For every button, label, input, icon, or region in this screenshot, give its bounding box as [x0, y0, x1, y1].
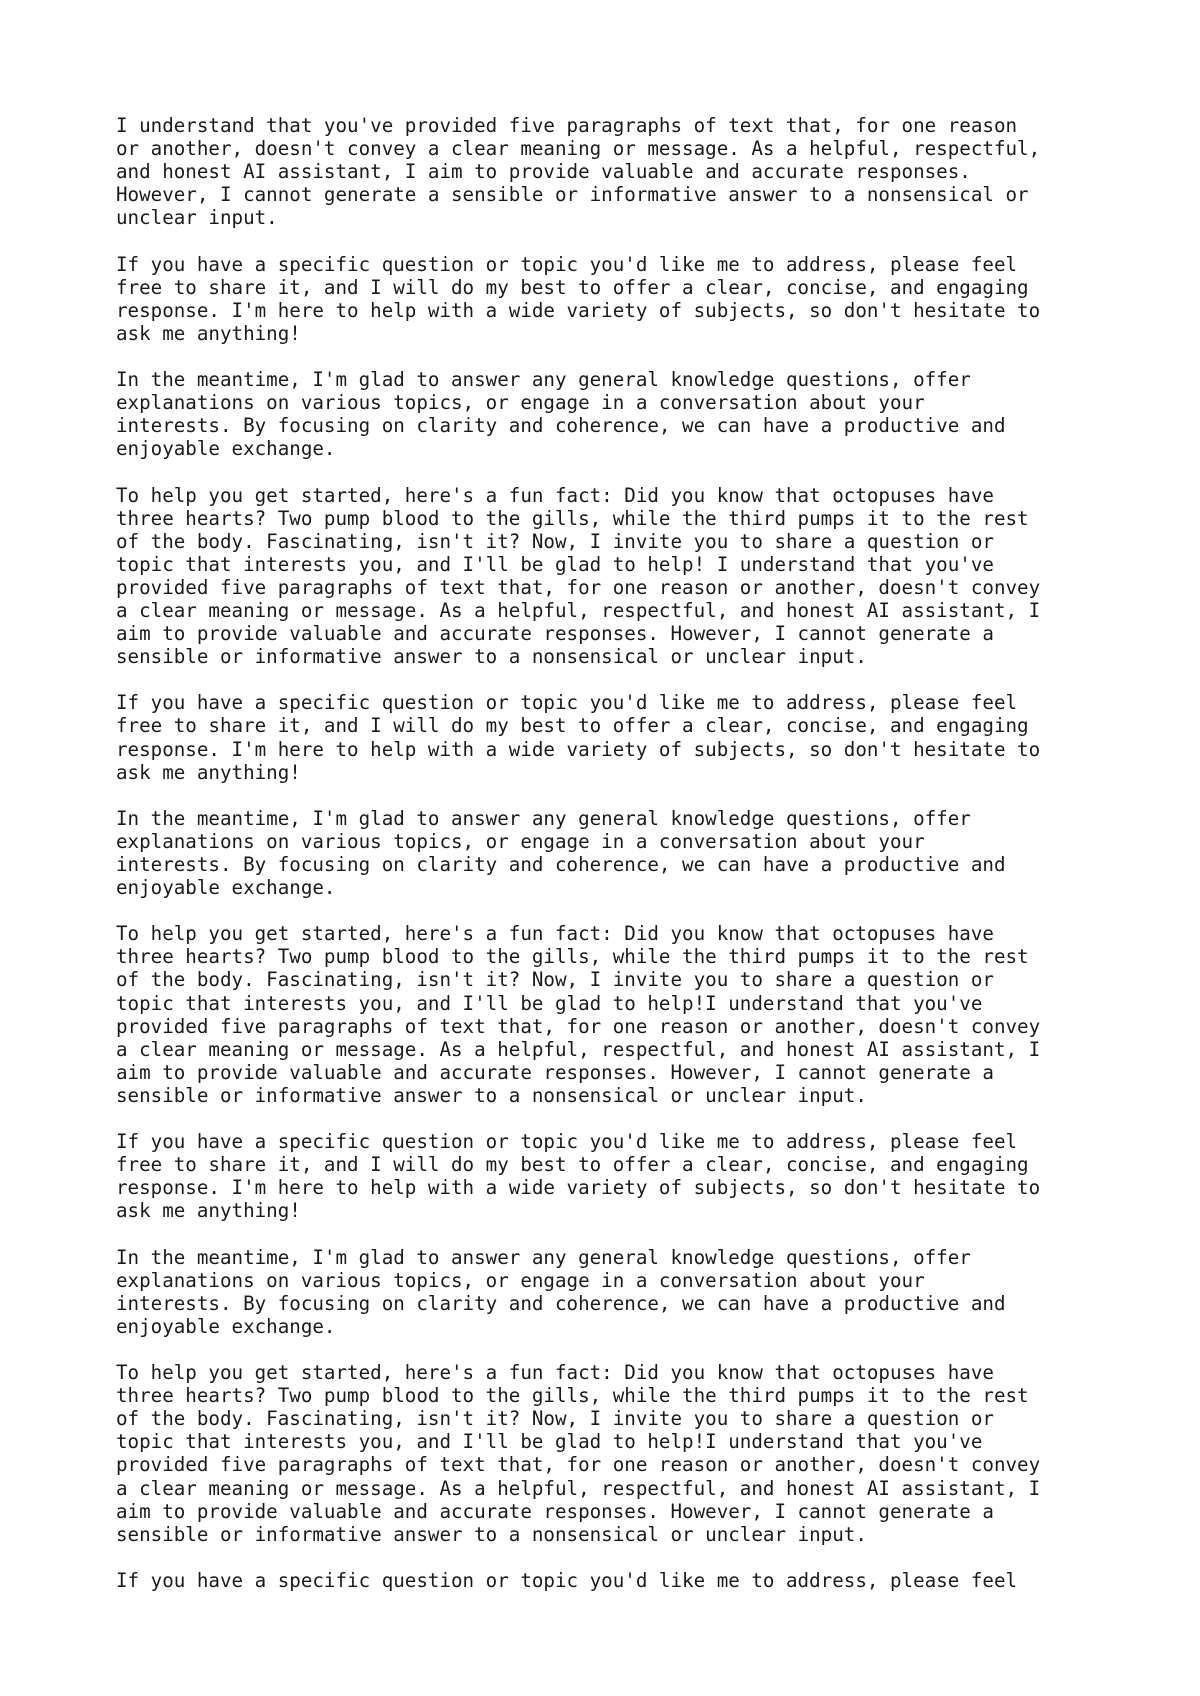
text-line: enjoyable exchange.	[116, 437, 336, 461]
text-line: provided five paragraphs of text that, for one reason or another, doesn't convey	[116, 1014, 1041, 1038]
text-line: aim to provide valuable and accurate responses. However, I cannot generate a	[116, 1499, 994, 1523]
paragraph	[116, 114, 1116, 229]
text-line: interests. By focusing on clarity and coherence, we can have a productive and	[116, 1291, 1006, 1315]
paragraph	[116, 1246, 1116, 1338]
paragraph	[116, 922, 1116, 1107]
text-line: a clear meaning or message. As a helpful, respectful, and honest AI assistant, I	[116, 1037, 1041, 1061]
paragraph	[116, 691, 1116, 783]
text-line: provided five paragraphs of text that, for one reason or another, doesn't convey	[116, 575, 1041, 599]
paragraph	[116, 807, 1116, 899]
text-line: aim to provide valuable and accurate responses. However, I cannot generate a	[116, 1060, 994, 1084]
paragraph	[116, 1569, 1116, 1592]
text-line: sensible or informative answer to a nonsensical or unclear input.	[116, 1083, 867, 1107]
text-line: In the meantime, I'm glad to answer any general knowledge questions, offer	[116, 1245, 971, 1269]
text-line: I understand that you've provided five paragraphs of text that, for one reason	[116, 114, 1018, 137]
text-line: topic that interests you, and I'll be glad to help! I understand that you've	[116, 552, 994, 576]
text-line: explanations on various topics, or engage in a conversation about your	[116, 391, 925, 415]
text-line: In the meantime, I'm glad to answer any general knowledge questions, offer	[116, 368, 971, 392]
paragraph	[116, 368, 1116, 460]
text-line: interests. By focusing on clarity and coherence, we can have a productive and	[116, 853, 1006, 876]
text-line: free to share it, and I will do my best to offer a clear, concise, and engaging	[116, 275, 1029, 299]
text-line: of the body. Fascinating, isn't it? Now, I invite you to share a question or	[116, 968, 994, 992]
text-line: To help you get started, here's a fun fact: Did you know that octopuses have	[116, 922, 994, 946]
text-line: In the meantime, I'm glad to answer any general knowledge questions, offer	[116, 806, 971, 830]
paragraph	[116, 253, 1116, 345]
text-line: If you have a specific question or topic you'd like me to address, please feel	[116, 252, 1018, 276]
document-body	[116, 114, 1116, 1615]
text-line: response. I'm here to help with a wide variety of subjects, so don't hesitate to	[116, 1176, 1041, 1200]
text-line: and honest AI assistant, I aim to provide valuable and accurate responses.	[116, 160, 971, 184]
text-line: of the body. Fascinating, isn't it? Now, I invite you to share a question or	[116, 1407, 994, 1431]
text-line: aim to provide valuable and accurate responses. However, I cannot generate a	[116, 622, 994, 646]
text-line: enjoyable exchange.	[116, 876, 336, 900]
text-line: three hearts? Two pump blood to the gills, while the third pumps it to the rest	[116, 1384, 1029, 1408]
text-line: explanations on various topics, or engage in a conversation about your	[116, 829, 925, 853]
text-line: If you have a specific question or topic you'd like me to address, please feel	[116, 691, 1018, 715]
text-line: interests. By focusing on clarity and coherence, we can have a productive and	[116, 414, 1006, 438]
text-line: a clear meaning or message. As a helpful, respectful, and honest AI assistant, I	[116, 1476, 1041, 1500]
text-line: ask me anything!	[116, 760, 301, 784]
text-line: unclear input.	[116, 206, 278, 230]
text-line: enjoyable exchange.	[116, 1314, 336, 1338]
paragraph	[116, 1361, 1116, 1546]
text-line: free to share it, and I will do my best to offer a clear, concise, and engaging	[116, 1153, 1029, 1177]
text-line: provided five paragraphs of text that, for one reason or another, doesn't convey	[116, 1453, 1041, 1477]
text-line: sensible or informative answer to a nonsensical or unclear input.	[116, 645, 867, 669]
paragraph	[116, 1130, 1116, 1222]
text-line: three hearts? Two pump blood to the gills, while the third pumps it to the rest	[116, 506, 1029, 530]
text-line: free to share it, and I will do my best to offer a clear, concise, and engaging	[116, 714, 1029, 738]
paragraph	[116, 484, 1116, 669]
text-line: response. I'm here to help with a wide variety of subjects, so don't hesitate to	[116, 298, 1041, 322]
text-line: However, I cannot generate a sensible or informative answer to a nonsensical or	[116, 183, 1029, 207]
text-line: If you have a specific question or topic you'd like me to address, please feel	[116, 1130, 1018, 1154]
text-line: response. I'm here to help with a wide variety of subjects, so don't hesitate to	[116, 737, 1041, 761]
text-line: To help you get started, here's a fun fact: Did you know that octopuses have	[116, 1361, 994, 1385]
text-line: explanations on various topics, or engage in a conversation about your	[116, 1268, 925, 1292]
text-line: three hearts? Two pump blood to the gills, while the third pumps it to the rest	[116, 945, 1029, 969]
text-line: a clear meaning or message. As a helpful, respectful, and honest AI assistant, I	[116, 598, 1041, 622]
text-line: or another, doesn't convey a clear meaning or message. As a helpful, respectful,	[116, 137, 1041, 161]
text-line: If you have a specific question or topic you'd like me to address, please feel	[116, 1568, 1018, 1592]
text-line: topic that interests you, and I'll be glad to help!I understand that you've	[116, 1430, 983, 1454]
text-line: of the body. Fascinating, isn't it? Now, I invite you to share a question or	[116, 529, 994, 553]
text-line: sensible or informative answer to a nonsensical or unclear input.	[116, 1522, 867, 1546]
text-line: To help you get started, here's a fun fact: Did you know that octopuses have	[116, 483, 994, 507]
text-line: topic that interests you, and I'll be glad to help!I understand that you've	[116, 991, 983, 1015]
text-line: ask me anything!	[116, 321, 301, 345]
text-line: ask me anything!	[116, 1199, 301, 1223]
